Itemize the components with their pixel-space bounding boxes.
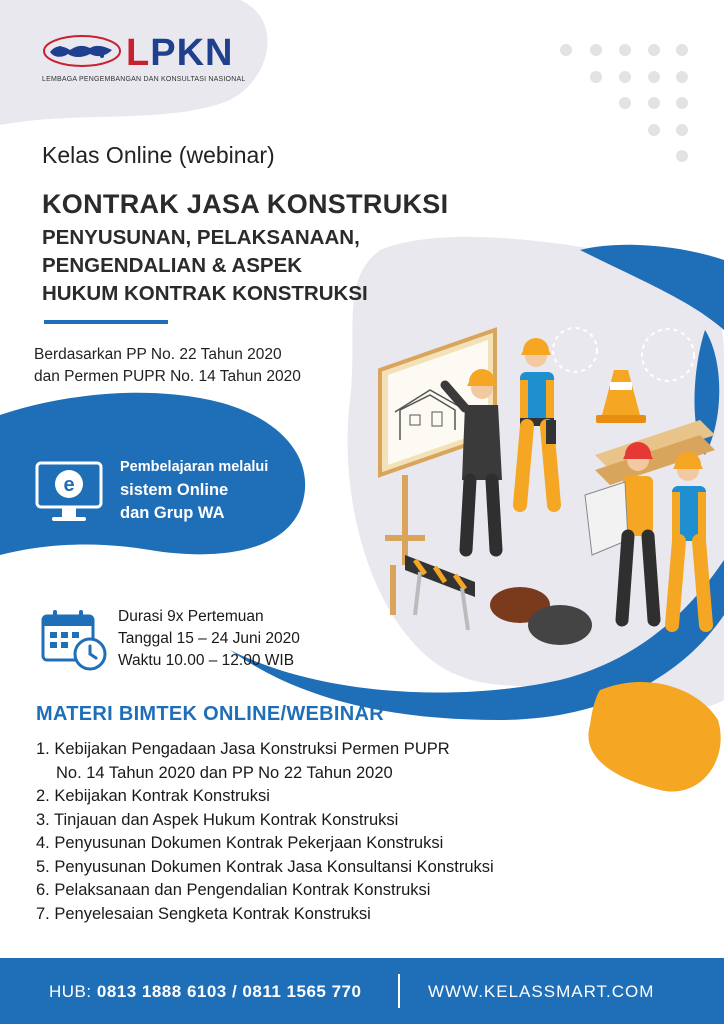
website-link[interactable]: WWW.KELASSMART.COM (428, 982, 655, 1001)
schedule-duration: Durasi 9x Pertemuan (118, 608, 264, 625)
logo: LPKN LEMBAGA PENGEMBANGAN DAN KONSULTASI NASIONAL (42, 32, 246, 83)
online-line: dan Grup WA (120, 504, 225, 522)
logo-map-icon (42, 34, 122, 68)
gravel-pile-icon (490, 587, 592, 645)
worker-engineer-icon (672, 452, 706, 625)
logo-tagline: LEMBAGA PENGEMBANGAN DAN KONSULTASI NASIONAL (42, 76, 246, 83)
worker-drill-icon (520, 338, 556, 505)
title-divider (44, 320, 168, 324)
materi-title: MATERI BIMTEK ONLINE/WEBINAR (36, 703, 385, 725)
list-item: 7. Penyelesaian Sengketa Kontrak Konstruksi (36, 904, 371, 923)
basis-line: dan Permen PUPR No. 14 Tahun 2020 (34, 368, 301, 385)
schedule-section (40, 606, 340, 676)
list-item: 4. Penyusunan Dokumen Kontrak Pekerjaan Konstruksi (36, 834, 444, 852)
list-item: 1. Kebijakan Pengadaan Jasa Konstruksi Permen PUPR (36, 740, 450, 758)
footer (0, 958, 724, 1024)
construction-illustration (370, 320, 724, 660)
legal-basis (34, 344, 301, 388)
materi-list (36, 738, 494, 926)
svg-text:e: e (63, 474, 75, 496)
subtitle-line: PENYUSUNAN, PELAKSANAAN, (42, 226, 360, 249)
kelas-label: Kelas Online (webinar) (42, 142, 275, 168)
road-barrier-icon (405, 555, 475, 630)
online-line: sistem Online (120, 481, 229, 499)
hub-label: HUB: (49, 982, 92, 1001)
footer-divider (398, 974, 400, 1008)
page-subtitle (42, 224, 368, 308)
subtitle-line: PENGENDALIAN & ASPEK (42, 254, 303, 277)
e-learning-monitor-icon (34, 460, 104, 526)
list-item: No. 14 Tahun 2020 dan PP No 22 Tahun 2020 (56, 763, 393, 782)
traffic-cone-icon (596, 370, 646, 423)
subtitle-line: HUKUM KONTRAK KONSTRUKSI (42, 282, 368, 305)
online-line: Pembelajaran melalui (120, 459, 269, 475)
page-title: KONTRAK JASA KONSTRUKSI (42, 189, 449, 219)
basis-line: Berdasarkan PP No. 22 Tahun 2020 (34, 346, 282, 363)
list-item: 6. Pelaksanaan dan Pengendalian Kontrak Konstruksi (36, 881, 431, 899)
schedule-time: Waktu 10.00 – 12.00 WIB (118, 652, 295, 669)
hub-phone-numbers[interactable]: 0813 1888 6103 / 0811 1565 770 (96, 982, 362, 1001)
footer-hub (49, 982, 361, 1002)
list-item: 2. Kebijakan Kontrak Konstruksi (36, 787, 270, 805)
list-item: 3. Tinjauan dan Aspek Hukum Kontrak Konstruksi (36, 810, 399, 829)
list-item: 5. Penyusunan Dokumen Kontrak Jasa Konsultansi Konstruksi (36, 857, 494, 876)
schedule-date: Tanggal 15 – 24 Juni 2020 (118, 630, 300, 647)
calendar-clock-icon (40, 608, 108, 672)
online-section (32, 456, 312, 536)
